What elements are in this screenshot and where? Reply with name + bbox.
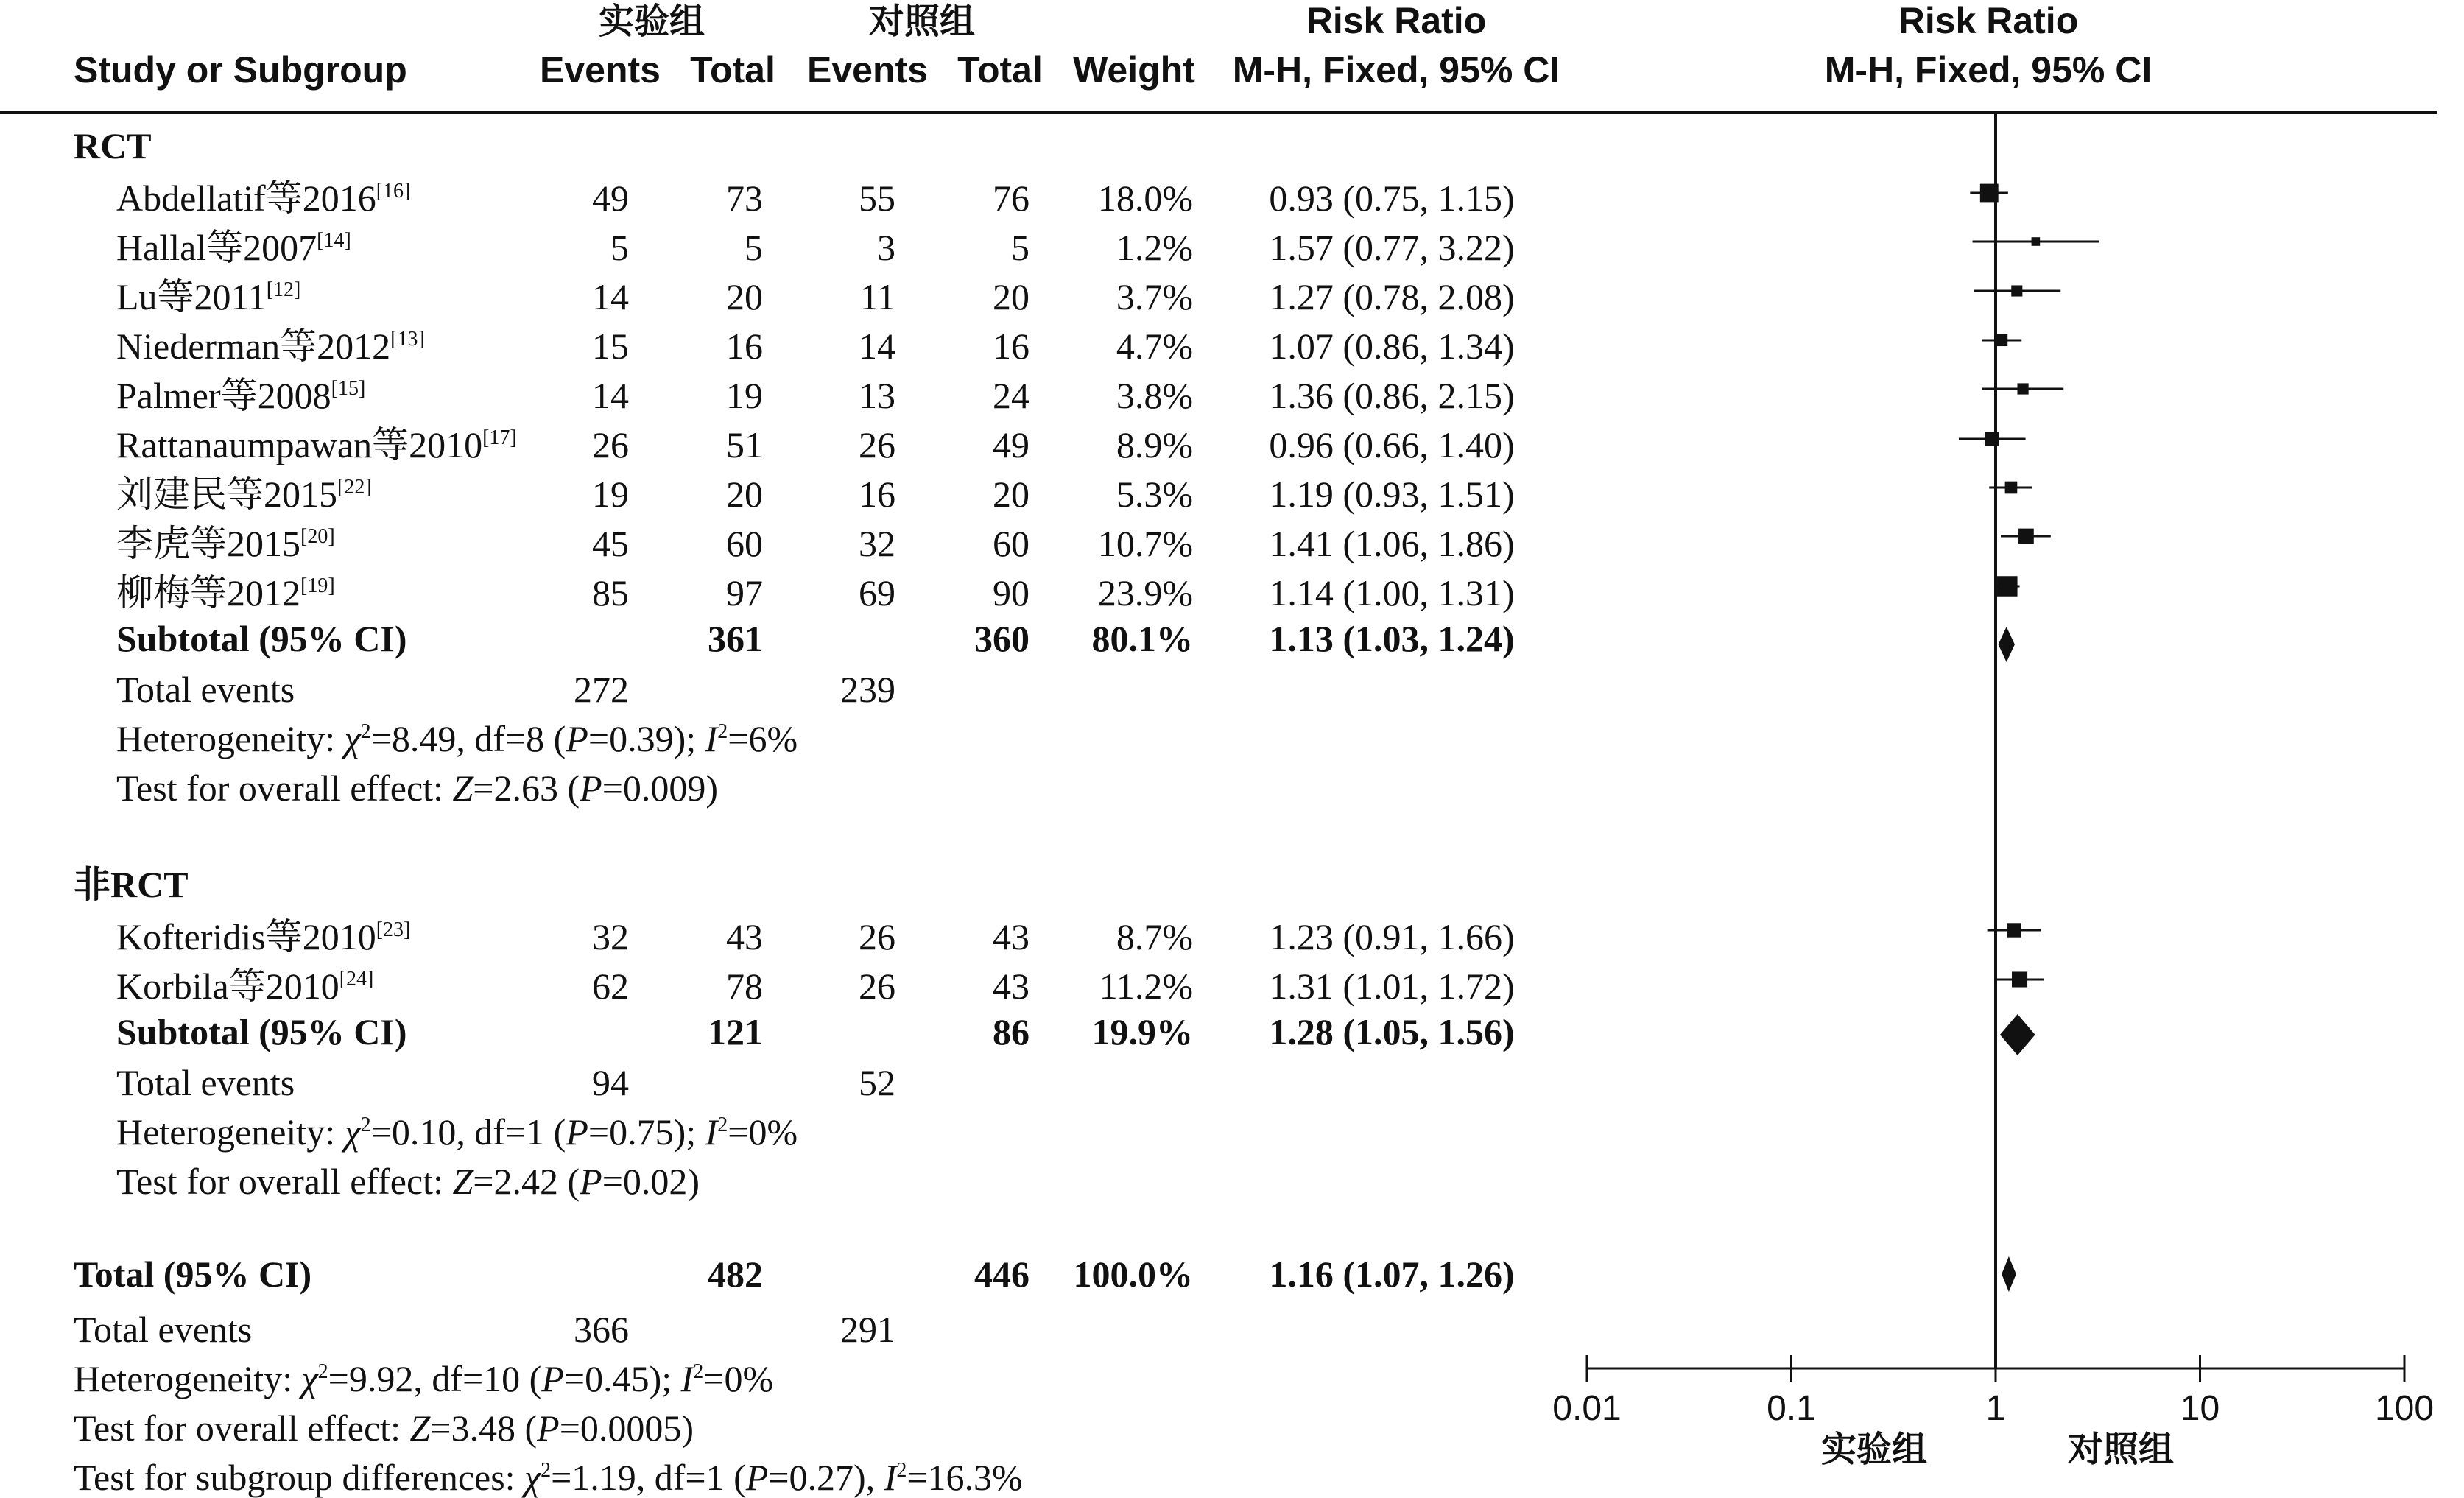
ctl-total: 24 xyxy=(993,375,1029,416)
text-fragment: = xyxy=(473,1161,494,1202)
study-label: Rattanaumpawan等2010 xyxy=(116,424,483,465)
heterogeneity-df: 1 xyxy=(526,1111,545,1153)
text-fragment: Heterogeneity: xyxy=(116,718,345,759)
study-risk-ratio: 1.14 (1.00, 1.31) xyxy=(1269,572,1515,613)
header-rr-title: Risk Ratio xyxy=(1306,0,1487,41)
study-reference: [23] xyxy=(376,918,411,941)
exp-events: 45 xyxy=(592,523,629,564)
exp-events: 49 xyxy=(592,177,629,219)
study-point-marker xyxy=(1985,432,1999,446)
exp-events: 26 xyxy=(592,424,629,465)
subtotal-risk-ratio: 1.13 (1.03, 1.24) xyxy=(1269,618,1515,659)
study-weight: 1.2% xyxy=(1116,227,1193,268)
study-weight: 18.0% xyxy=(1097,177,1193,219)
study-label: Hallal等2007 xyxy=(116,227,317,268)
subtotal-ctl-total: 86 xyxy=(993,1011,1029,1052)
exp-total: 20 xyxy=(726,474,763,515)
subgroup-heterogeneity xyxy=(116,718,798,759)
exp-total: 73 xyxy=(726,177,763,219)
header-exp-total: Total xyxy=(690,49,775,91)
text-fragment: ( xyxy=(544,718,566,759)
ctl-events: 26 xyxy=(859,424,895,465)
text-fragment: , df= xyxy=(413,1358,484,1399)
exp-events: 15 xyxy=(592,326,629,367)
header-ctl-events: Events xyxy=(807,49,928,91)
ctl-total: 43 xyxy=(993,966,1029,1007)
header-exp-events: Events xyxy=(540,49,661,91)
study-point-marker xyxy=(2012,971,2027,987)
study-name xyxy=(116,966,373,1007)
exp-events: 62 xyxy=(592,966,629,1007)
text-fragment: , df= xyxy=(456,718,527,759)
ctl-events: 13 xyxy=(859,375,895,416)
study-name xyxy=(116,424,517,465)
study-point-marker xyxy=(1980,184,1999,203)
text-fragment: = xyxy=(563,1358,585,1399)
study-label: Lu等2011 xyxy=(116,276,267,317)
text-fragment: 2 xyxy=(896,1459,907,1482)
axis-label-favours-experimental: 实验组 xyxy=(1820,1429,1928,1470)
ctl-events: 26 xyxy=(859,916,895,957)
overall-total-events-ctl: 291 xyxy=(840,1309,895,1350)
text-fragment: 2 xyxy=(360,720,371,743)
subgroup-overall-effect xyxy=(116,767,718,809)
ctl-events: 26 xyxy=(859,966,895,1007)
study-name xyxy=(116,523,335,564)
text-fragment: ( xyxy=(520,1358,542,1399)
subgroup-heterogeneity xyxy=(116,1111,798,1153)
subtotal-exp-total: 121 xyxy=(708,1011,763,1052)
text-fragment: = xyxy=(703,1358,725,1399)
study-weight: 8.7% xyxy=(1116,916,1193,957)
text-fragment: 2 xyxy=(541,1459,552,1482)
text-fragment: χ xyxy=(524,1457,541,1498)
text-fragment: = xyxy=(602,767,623,809)
study-reference: [13] xyxy=(390,328,425,351)
heterogeneity-df: 8 xyxy=(526,718,545,759)
text-fragment: = xyxy=(602,1161,623,1202)
study-point-marker xyxy=(1997,576,2018,597)
study-name xyxy=(116,474,372,515)
exp-total: 78 xyxy=(726,966,763,1007)
study-point-marker xyxy=(2032,237,2041,246)
study-point-marker xyxy=(2018,529,2034,544)
exp-total: 19 xyxy=(726,375,763,416)
subtotal-weight: 80.1% xyxy=(1091,618,1193,659)
text-fragment: Z xyxy=(452,1161,474,1202)
overall-p: 0.02 xyxy=(622,1161,688,1202)
text-fragment: = xyxy=(430,1407,451,1449)
total-events-exp: 272 xyxy=(574,669,629,710)
study-label: 李虎等2015 xyxy=(116,523,300,564)
study-risk-ratio: 0.93 (0.75, 1.15) xyxy=(1269,177,1515,219)
total-events-ctl: 52 xyxy=(859,1062,895,1103)
study-reference: [14] xyxy=(317,229,351,252)
overall-p: 0.009 xyxy=(622,767,706,809)
subgroup-diff-df: 1 xyxy=(705,1457,725,1498)
ctl-total: 43 xyxy=(993,916,1029,957)
study-weight: 23.9% xyxy=(1097,572,1193,613)
text-fragment: Test for overall effect: xyxy=(116,1161,453,1202)
header-weight: Weight xyxy=(1073,49,1195,91)
study-name xyxy=(116,572,335,613)
overall-total-events-exp: 366 xyxy=(574,1309,629,1350)
exp-total: 5 xyxy=(745,227,763,268)
study-name xyxy=(116,177,410,219)
heterogeneity-chi2: 8.49 xyxy=(391,718,457,759)
study-reference: [17] xyxy=(482,426,517,449)
subtotal-label: Subtotal (95% CI) xyxy=(116,1011,407,1052)
text-fragment: = xyxy=(728,718,749,759)
study-weight: 8.9% xyxy=(1116,424,1193,465)
overall-z: 3.48 xyxy=(451,1407,515,1449)
study-label: Kofteridis等2010 xyxy=(116,916,376,957)
ctl-events: 16 xyxy=(859,474,895,515)
study-reference: [19] xyxy=(300,574,335,597)
text-fragment: I xyxy=(705,718,718,759)
subgroup-differences-test xyxy=(74,1457,1023,1498)
ctl-events: 11 xyxy=(859,276,895,317)
text-fragment: 2 xyxy=(717,720,728,743)
text-fragment: Z xyxy=(452,767,474,809)
study-label: 柳梅等2012 xyxy=(116,572,300,613)
study-reference: [24] xyxy=(339,968,374,991)
study-point-marker xyxy=(2007,923,2021,937)
ctl-events: 55 xyxy=(859,177,895,219)
exp-events: 32 xyxy=(592,916,629,957)
ctl-total: 16 xyxy=(993,326,1029,367)
header-group-experimental: 实验组 xyxy=(598,1,705,42)
study-name xyxy=(116,227,351,268)
text-fragment: ), xyxy=(853,1457,884,1498)
subtotal-risk-ratio: 1.28 (1.05, 1.56) xyxy=(1269,1011,1515,1052)
study-risk-ratio: 1.41 (1.06, 1.86) xyxy=(1269,523,1515,564)
x-tick-label: 10 xyxy=(2180,1389,2220,1428)
overall-exp-total: 482 xyxy=(708,1253,763,1295)
exp-total: 20 xyxy=(726,276,763,317)
text-fragment: P xyxy=(537,1407,560,1449)
heterogeneity-i2: 0% xyxy=(724,1358,774,1399)
subtotal-label: Subtotal (95% CI) xyxy=(116,618,407,659)
study-label: 刘建民等2015 xyxy=(116,474,337,515)
text-fragment: P xyxy=(580,1161,602,1202)
subtotal-weight: 19.9% xyxy=(1091,1011,1193,1052)
overall-z: 2.63 xyxy=(493,767,558,809)
text-fragment: Heterogeneity: xyxy=(74,1358,302,1399)
study-point-marker xyxy=(2005,482,2018,494)
text-fragment: = xyxy=(768,1457,789,1498)
study-risk-ratio: 1.57 (0.77, 3.22) xyxy=(1269,227,1515,268)
x-tick-label: 100 xyxy=(2374,1389,2435,1428)
text-fragment: , df= xyxy=(636,1457,706,1498)
axis-label-favours-control: 对照组 xyxy=(2067,1429,2175,1470)
text-fragment: ( xyxy=(724,1457,746,1498)
exp-events: 14 xyxy=(592,375,629,416)
text-fragment: = xyxy=(328,1358,349,1399)
ctl-total: 60 xyxy=(993,523,1029,564)
text-fragment: 2 xyxy=(693,1360,704,1383)
ctl-total: 20 xyxy=(993,474,1029,515)
study-name xyxy=(116,326,425,367)
study-risk-ratio: 0.96 (0.66, 1.40) xyxy=(1269,424,1515,465)
study-point-marker xyxy=(2017,383,2028,394)
text-fragment: = xyxy=(559,1407,580,1449)
header-plot-method: M-H, Fixed, 95% CI xyxy=(1824,49,2153,91)
heterogeneity-p: 0.75 xyxy=(609,1111,674,1153)
exp-total: 60 xyxy=(726,523,763,564)
header-rr-method: M-H, Fixed, 95% CI xyxy=(1232,49,1560,91)
heterogeneity-df: 10 xyxy=(483,1358,521,1399)
study-reference: [15] xyxy=(331,377,366,400)
overall-risk-ratio: 1.16 (1.07, 1.26) xyxy=(1269,1253,1515,1295)
overall-p: 0.0005 xyxy=(580,1407,682,1449)
overall-effect-test xyxy=(74,1407,694,1449)
study-name xyxy=(116,375,365,416)
ctl-events: 3 xyxy=(877,227,895,268)
text-fragment: = xyxy=(473,767,494,809)
text-fragment: ); xyxy=(673,1111,705,1153)
overall-total-events-label: Total events xyxy=(74,1309,253,1350)
heterogeneity-p: 0.45 xyxy=(585,1358,650,1399)
exp-total: 51 xyxy=(726,424,763,465)
study-point-marker xyxy=(1996,334,2007,346)
subtotal-diamond xyxy=(1999,627,2015,662)
study-weight: 4.7% xyxy=(1116,326,1193,367)
text-fragment: Z xyxy=(409,1407,431,1449)
study-risk-ratio: 1.19 (0.93, 1.51) xyxy=(1269,474,1515,515)
study-label: Niederman等2012 xyxy=(116,326,391,367)
text-fragment: I xyxy=(705,1111,718,1153)
text-fragment: = xyxy=(907,1457,928,1498)
text-fragment: χ xyxy=(344,1111,361,1153)
study-table xyxy=(74,125,1515,1498)
subgroup-overall-effect xyxy=(116,1161,700,1202)
text-fragment: ( xyxy=(558,1161,580,1202)
text-fragment: = xyxy=(728,1111,749,1153)
overall-heterogeneity xyxy=(74,1358,773,1399)
study-reference: [20] xyxy=(300,525,335,548)
study-weight: 10.7% xyxy=(1097,523,1193,564)
heterogeneity-chi2: 9.92 xyxy=(348,1358,414,1399)
overall-diamond xyxy=(2002,1256,2016,1292)
header-study-col: Study or Subgroup xyxy=(74,49,407,91)
study-weight: 3.8% xyxy=(1116,375,1193,416)
exp-events: 19 xyxy=(592,474,629,515)
study-label: Korbila等2010 xyxy=(116,966,339,1007)
text-fragment: I xyxy=(680,1358,694,1399)
study-reference: [16] xyxy=(376,180,411,203)
study-weight: 3.7% xyxy=(1116,276,1193,317)
text-fragment: = xyxy=(370,718,392,759)
subgroup-diff-i2: 16.3% xyxy=(927,1457,1023,1498)
text-fragment: χ xyxy=(344,718,361,759)
text-fragment: Test for subgroup differences: xyxy=(74,1457,525,1498)
ctl-total: 49 xyxy=(993,424,1029,465)
overall-label: Total (95% CI) xyxy=(74,1253,312,1295)
text-fragment: = xyxy=(588,1111,610,1153)
exp-total: 43 xyxy=(726,916,763,957)
study-weight: 5.3% xyxy=(1116,474,1193,515)
exp-total: 97 xyxy=(726,572,763,613)
text-fragment: 2 xyxy=(717,1114,728,1136)
text-fragment: P xyxy=(566,718,588,759)
ctl-total: 76 xyxy=(993,177,1029,219)
study-name xyxy=(116,276,300,317)
text-fragment: Test for overall effect: xyxy=(116,767,453,809)
heterogeneity-p: 0.39 xyxy=(609,718,674,759)
text-fragment: χ xyxy=(301,1358,318,1399)
ctl-total: 20 xyxy=(993,276,1029,317)
study-label: Abdellatif等2016 xyxy=(116,177,376,219)
subtotal-exp-total: 361 xyxy=(708,618,763,659)
total-events-label: Total events xyxy=(116,669,295,710)
x-tick-label: 0.01 xyxy=(1552,1389,1622,1428)
study-risk-ratio: 1.36 (0.86, 2.15) xyxy=(1269,375,1515,416)
overall-weight: 100.0% xyxy=(1073,1253,1193,1295)
text-fragment: ) xyxy=(681,1407,694,1449)
ctl-events: 14 xyxy=(859,326,895,367)
study-risk-ratio: 1.31 (1.01, 1.72) xyxy=(1269,966,1515,1007)
text-fragment: ) xyxy=(687,1161,700,1202)
subgroup-heading: 非RCT xyxy=(74,864,189,905)
x-tick-label: 0.1 xyxy=(1767,1389,1816,1428)
overall-z: 2.42 xyxy=(493,1161,558,1202)
total-events-ctl: 239 xyxy=(840,669,895,710)
study-risk-ratio: 1.27 (0.78, 2.08) xyxy=(1269,276,1515,317)
exp-events: 14 xyxy=(592,276,629,317)
forest-plot-area xyxy=(1552,113,2434,1470)
heterogeneity-i2: 0% xyxy=(748,1111,798,1153)
study-name xyxy=(116,916,410,957)
text-fragment: ); xyxy=(649,1358,681,1399)
text-fragment: P xyxy=(745,1457,769,1498)
exp-events: 5 xyxy=(610,227,629,268)
ctl-events: 32 xyxy=(859,523,895,564)
text-fragment: 2 xyxy=(317,1360,328,1383)
study-label: Palmer等2008 xyxy=(116,375,331,416)
header-group-control: 对照组 xyxy=(868,1,976,42)
text-fragment: P xyxy=(566,1111,588,1153)
text-fragment: = xyxy=(370,1111,392,1153)
text-fragment: = xyxy=(551,1457,572,1498)
subtotal-ctl-total: 360 xyxy=(974,618,1029,659)
table-header xyxy=(0,0,2437,113)
text-fragment: P xyxy=(541,1358,564,1399)
subgroup-diff-chi2: 1.19 xyxy=(571,1457,636,1498)
study-point-marker xyxy=(2011,285,2022,296)
ctl-total: 90 xyxy=(993,572,1029,613)
text-fragment: P xyxy=(580,767,602,809)
subtotal-diamond xyxy=(2000,1014,2035,1055)
study-risk-ratio: 1.07 (0.86, 1.34) xyxy=(1269,326,1515,367)
text-fragment: ( xyxy=(558,767,580,809)
text-fragment: ( xyxy=(544,1111,566,1153)
study-weight: 11.2% xyxy=(1099,966,1193,1007)
text-fragment: 2 xyxy=(360,1114,371,1136)
study-reference: [22] xyxy=(337,476,372,499)
text-fragment: , df= xyxy=(456,1111,527,1153)
text-fragment: Heterogeneity: xyxy=(116,1111,345,1153)
x-tick-label: 1 xyxy=(1985,1389,2006,1428)
study-reference: [12] xyxy=(266,278,301,301)
exp-total: 16 xyxy=(726,326,763,367)
subgroup-heading: RCT xyxy=(74,125,152,166)
heterogeneity-i2: 6% xyxy=(748,718,798,759)
text-fragment: ); xyxy=(673,718,705,759)
subgroup-diff-p: 0.27 xyxy=(789,1457,854,1498)
ctl-total: 5 xyxy=(1011,227,1029,268)
exp-events: 85 xyxy=(592,572,629,613)
text-fragment: ( xyxy=(515,1407,538,1449)
header-plot-title: Risk Ratio xyxy=(1898,0,2079,41)
overall-ctl-total: 446 xyxy=(974,1253,1029,1295)
study-risk-ratio: 1.23 (0.91, 1.66) xyxy=(1269,916,1515,957)
text-fragment: I xyxy=(884,1457,897,1498)
text-fragment: ) xyxy=(705,767,719,809)
ctl-events: 69 xyxy=(859,572,895,613)
heterogeneity-chi2: 0.10 xyxy=(391,1111,457,1153)
text-fragment: Test for overall effect: xyxy=(74,1407,410,1449)
total-events-label: Total events xyxy=(116,1062,295,1103)
text-fragment: = xyxy=(588,718,610,759)
total-events-exp: 94 xyxy=(592,1062,629,1103)
header-ctl-total: Total xyxy=(957,49,1043,91)
